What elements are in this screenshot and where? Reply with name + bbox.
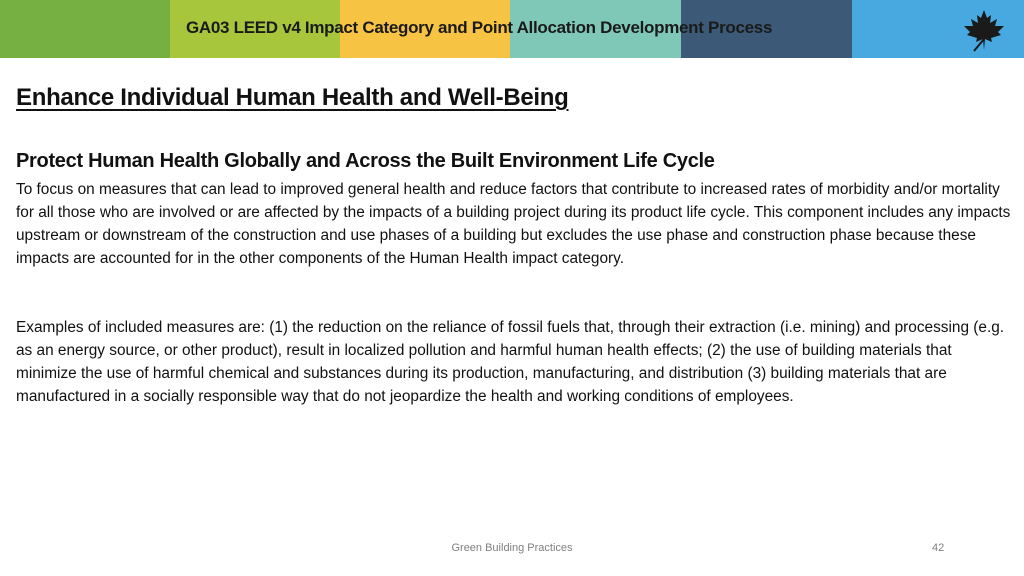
maple-leaf-icon: [960, 8, 1008, 52]
sub-heading: Protect Human Health Globally and Across the Built Environment Life Cycle: [16, 150, 715, 172]
header-title: GA03 LEED v4 Impact Category and Point Allocation Development Process: [186, 18, 773, 37]
examples-paragraph: Examples of included measures are: (1) the reduction on the reliance of fossil fuels that, through their extraction (i.e. mining) and processing (e.g. as an energy source, or other product), result in localized pollution and harmful human health effects; (2) the use of building materials that minimize the use of harmful chemical and substances during its production, manufacturing, and distribution (3) building materials that are manufactured in a socially responsible way that do not jeopardize the health and working conditions of employees.: [16, 319, 1005, 406]
header-band-segment: [0, 0, 170, 58]
main-heading: Enhance Individual Human Health and Well-Being: [16, 84, 569, 111]
page-number: 42: [932, 542, 945, 554]
footer-title: Green Building Practices: [451, 542, 573, 554]
description-paragraph: To focus on measures that can lead to improved general health and reduce factors that contribute to increased rates of morbidity and/or mortality for all those who are involved or are affected by the impacts of a building project during its product life cycle. This component includes any impacts upstream or downstream of the construction and use phases of a building but excludes the use phase and construction phase because these impacts are accounted for in the other components of the Human Health impact category.: [16, 181, 1011, 268]
